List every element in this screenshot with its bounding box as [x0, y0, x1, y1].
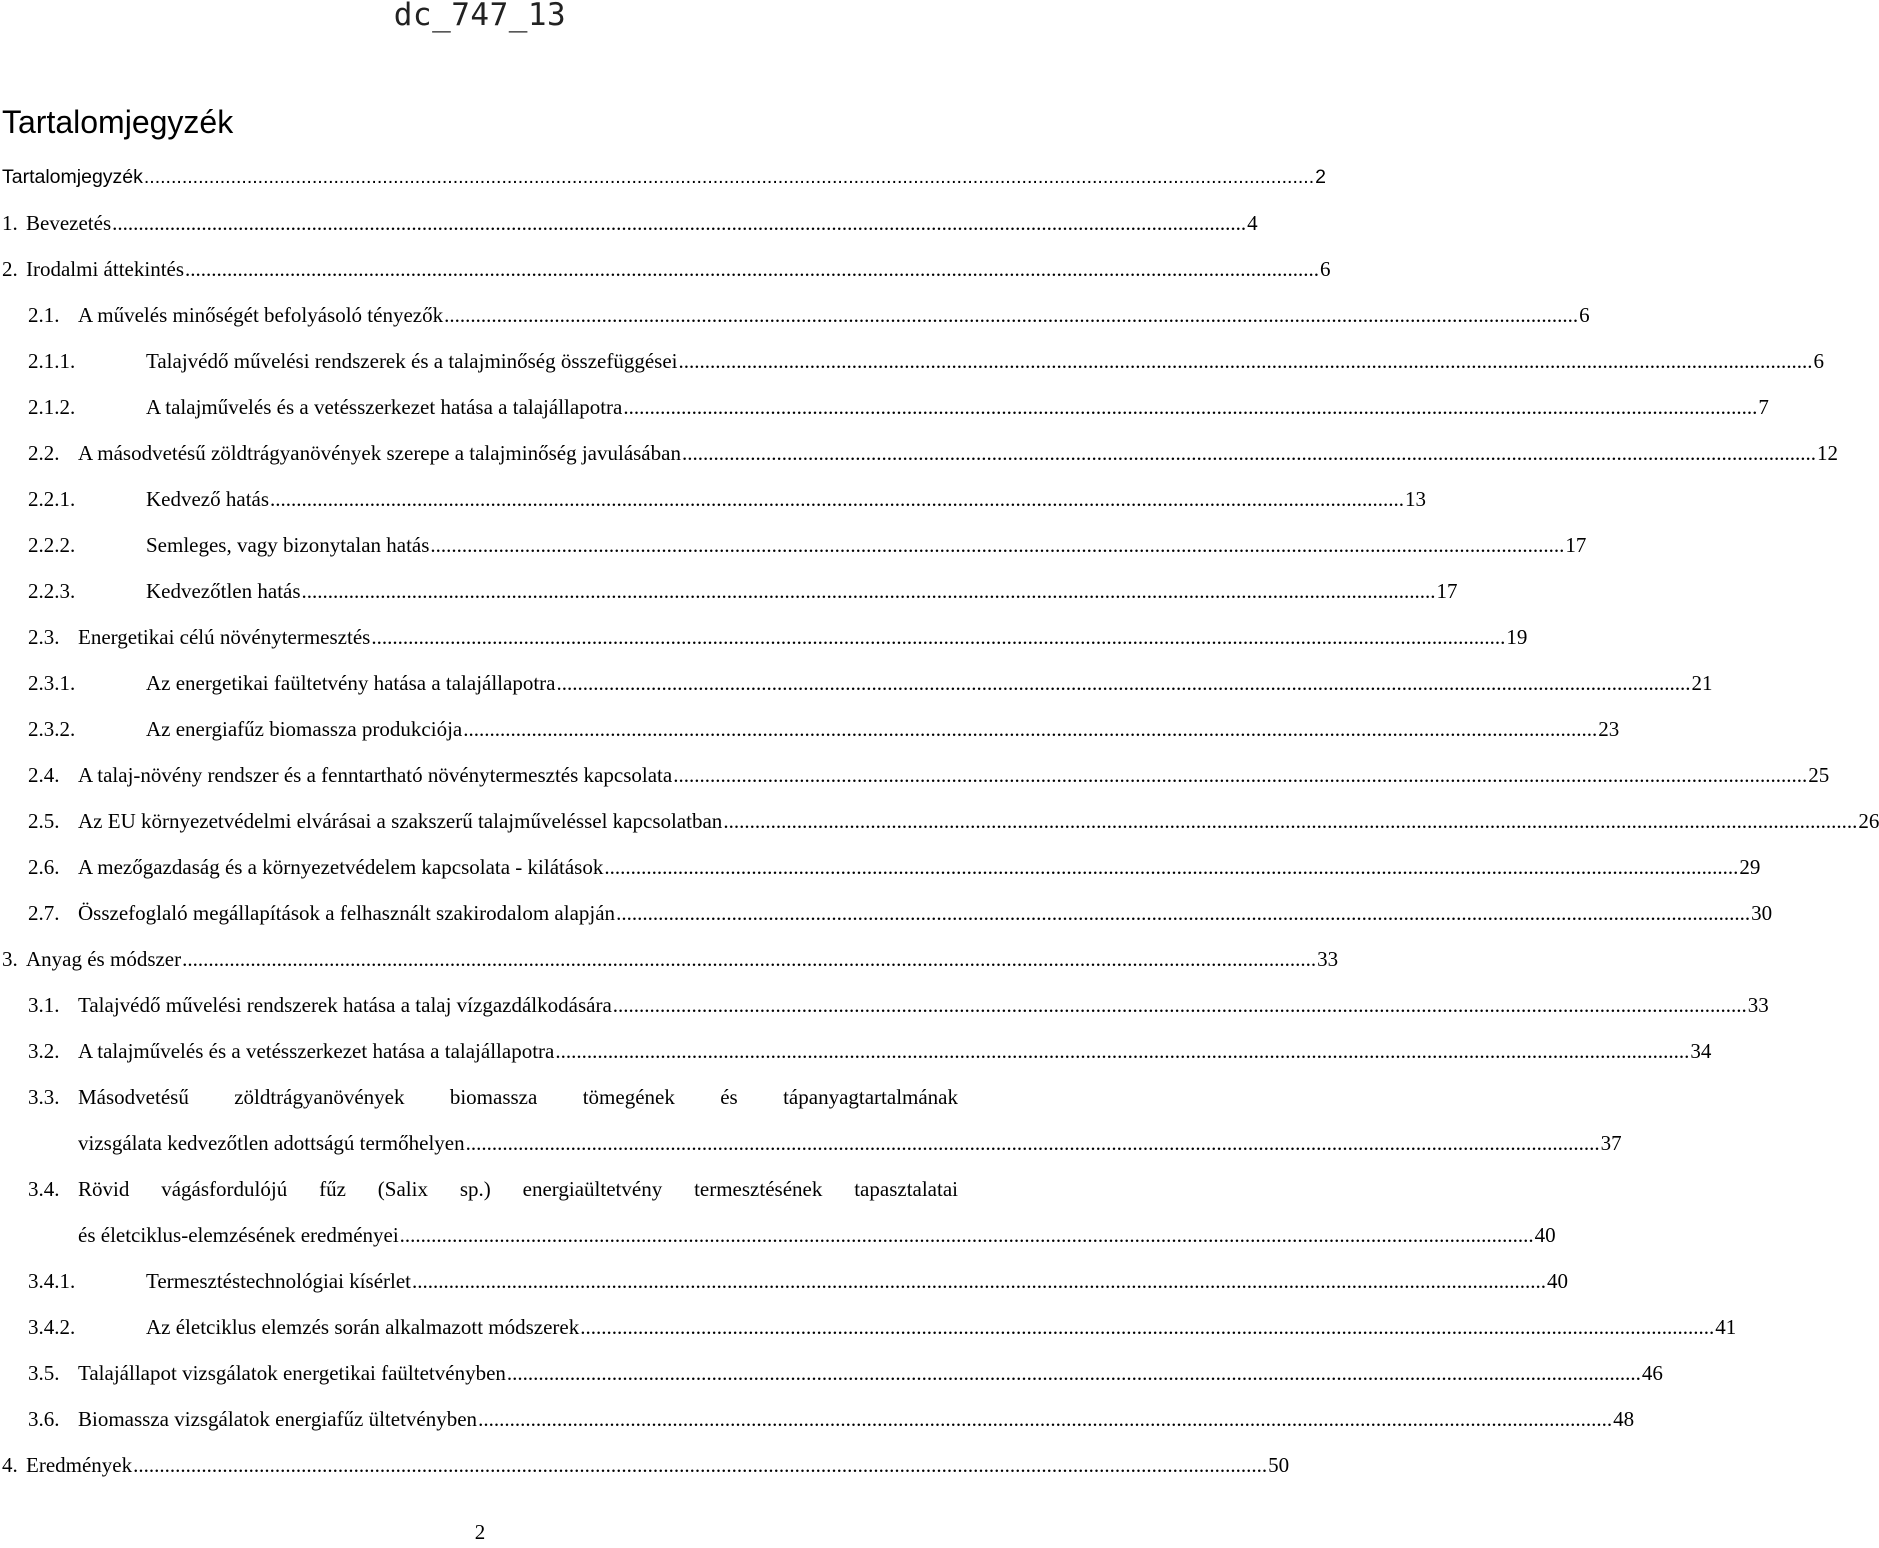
- toc-entry-title: Energetikai célú növénytermesztés: [78, 625, 371, 649]
- toc-entry[interactable]: [0, 706, 1620, 752]
- toc-entry-number: 3.4.1.: [28, 1269, 76, 1293]
- toc-entry[interactable]: [0, 338, 1825, 384]
- toc-leader-dots: [555, 1028, 1689, 1074]
- toc-entry-page: 34: [1690, 1039, 1712, 1063]
- toc-entry[interactable]: [0, 200, 1258, 246]
- toc-entry[interactable]: [0, 154, 1326, 200]
- toc-entry[interactable]: [0, 1028, 1712, 1074]
- toc-entry-page: 23: [1598, 717, 1620, 741]
- toc-leader-dots: [679, 338, 1813, 384]
- toc-leader-dots: [182, 936, 1316, 982]
- toc-entry-title: Kedvezőtlen hatás: [146, 579, 301, 603]
- toc-entry[interactable]: [0, 476, 1427, 522]
- toc-leader-dots: [682, 430, 1816, 476]
- toc-entry-number: 2.: [2, 257, 18, 281]
- toc-leader-dots: [557, 660, 1691, 706]
- toc-entry[interactable]: [0, 982, 1769, 1028]
- toc-entry[interactable]: [0, 1396, 1635, 1442]
- toc-entry[interactable]: [0, 292, 1590, 338]
- toc-entry-number: 3.: [2, 947, 18, 971]
- toc-entry-title: A mezőgazdaság és a környezetvédelem kapcsolata - kilátások: [78, 855, 604, 879]
- toc-leader-dots: [478, 1396, 1612, 1442]
- toc-entry-page: 4: [1247, 211, 1258, 235]
- toc-entry-page: 13: [1405, 487, 1427, 511]
- toc-entry-page: 33: [1747, 993, 1769, 1017]
- toc-entry-title: Az energiafűz biomassza produkciója: [146, 717, 463, 741]
- toc-entry-page: 19: [1506, 625, 1528, 649]
- toc-entry-number: 2.1.1.: [28, 349, 76, 373]
- toc-entry-title: A művelés minőségét befolyásoló tényezők: [78, 303, 444, 327]
- toc-entry-title: A talajművelés és a vetésszerkezet hatása a talajállapotra: [146, 395, 623, 419]
- toc-entry-page: 6: [1579, 303, 1590, 327]
- toc-entry-page: 26: [1858, 809, 1879, 833]
- toc-entry-number: 2.1.2.: [28, 395, 76, 419]
- toc-entry-number: 2.5.: [28, 809, 60, 833]
- toc-entry-number: 2.1.: [28, 303, 60, 327]
- toc-entry-title: A másodvetésű zöldtrágyanövények szerepe a talajminőség javulásában: [78, 441, 681, 465]
- toc-entry-number: 3.6.: [28, 1407, 60, 1431]
- toc-entry-number: 2.3.2.: [28, 717, 76, 741]
- toc-leader-dots: [463, 706, 1597, 752]
- toc-entry-title-cont: és életciklus-elemzésének eredményei: [78, 1223, 399, 1247]
- toc-entry-page: 17: [1436, 579, 1458, 603]
- toc-leader-dots: [673, 752, 1807, 798]
- toc-entry-title: Talajvédő művelési rendszerek és a talajminőség összefüggései: [146, 349, 678, 373]
- toc-entry-page: 41: [1715, 1315, 1737, 1339]
- toc-entry-title: Bevezetés: [26, 211, 112, 235]
- toc-entry-number: 1.: [2, 211, 18, 235]
- toc-entry-page: 30: [1751, 901, 1773, 925]
- document-id-header: dc_747_13: [393, 0, 567, 33]
- toc-leader-dots: [185, 246, 1319, 292]
- toc-entry[interactable]: [0, 936, 1339, 982]
- toc-leader-dots: [580, 1304, 1714, 1350]
- toc-leader-dots: [466, 1120, 1600, 1166]
- toc-leader-dots: [507, 1350, 1641, 1396]
- toc-entry-title: A talajművelés és a vetésszerkezet hatása a talajállapotra: [78, 1039, 555, 1063]
- toc-entry-number: 2.2.: [28, 441, 60, 465]
- toc-leader-dots: [400, 1212, 1534, 1258]
- toc-entry[interactable]: [0, 798, 1879, 844]
- toc-entry-number: 2.3.: [28, 625, 60, 649]
- toc-entry[interactable]: [0, 844, 1761, 890]
- toc-entry-page: 17: [1565, 533, 1587, 557]
- toc-entry-page: 50: [1268, 1453, 1290, 1477]
- toc-entry[interactable]: [0, 752, 1830, 798]
- toc-entry-number: 4.: [2, 1453, 18, 1477]
- toc-entry-number: 2.4.: [28, 763, 60, 787]
- toc-leader-dots: [144, 154, 1314, 200]
- toc-entry[interactable]: [0, 430, 1838, 476]
- toc-leader-dots: [412, 1258, 1546, 1304]
- toc-entry[interactable]: [0, 614, 1528, 660]
- toc-entry-title: Kedvező hatás: [146, 487, 270, 511]
- toc-entry-number: 3.2.: [28, 1039, 60, 1063]
- toc-entry-page: 40: [1534, 1223, 1556, 1247]
- toc-entry[interactable]: [0, 1442, 1290, 1488]
- toc-entry-page: 46: [1641, 1361, 1663, 1385]
- toc-entry-title: Talajvédő művelési rendszerek hatása a talaj vízgazdálkodására: [78, 993, 612, 1017]
- toc-entry[interactable]: [0, 522, 1587, 568]
- toc-leader-dots: [613, 982, 1747, 1028]
- toc-leader-dots: [723, 798, 1857, 844]
- page-title: Tartalomjegyzék: [2, 104, 234, 140]
- toc-entry-page: 2: [1315, 166, 1326, 188]
- toc-entry-title: Másodvetésű zöldtrágyanövények biomassza tömegének és tápanyagtartalmának: [78, 1085, 958, 1109]
- toc-entry-page: 48: [1613, 1407, 1635, 1431]
- toc-entry-title: Biomassza vizsgálatok energiafűz ültetvényben: [78, 1407, 478, 1431]
- toc-entry[interactable]: [0, 660, 1713, 706]
- toc-entry-title: Termesztéstechnológiai kísérlet: [146, 1269, 412, 1293]
- toc-entry-page: 6: [1320, 257, 1331, 281]
- toc-entry-page: 25: [1808, 763, 1830, 787]
- toc-entry-number: 2.7.: [28, 901, 60, 925]
- toc-leader-dots: [604, 844, 1738, 890]
- toc-entry-title: Az életciklus elemzés során alkalmazott módszerek: [146, 1315, 580, 1339]
- toc-entry-title: Összefoglaló megállapítások a felhasznált szakirodalom alapján: [78, 901, 616, 925]
- toc-entry-number: 2.2.1.: [28, 487, 76, 511]
- toc-entry[interactable]: [0, 1304, 1737, 1350]
- toc-entry[interactable]: [0, 1258, 1569, 1304]
- toc-entry-page: 33: [1317, 947, 1339, 971]
- table-of-contents: [0, 154, 1879, 1488]
- toc-entry-number: 2.6.: [28, 855, 60, 879]
- toc-entry[interactable]: [0, 568, 1458, 614]
- toc-entry-title: Eredmények: [26, 1453, 133, 1477]
- toc-entry-page: 29: [1739, 855, 1761, 879]
- page-number: 2: [474, 1520, 486, 1544]
- toc-leader-dots: [430, 522, 1564, 568]
- toc-leader-dots: [444, 292, 1578, 338]
- toc-entry-page: 6: [1813, 349, 1825, 373]
- toc-entry-page: 21: [1691, 671, 1713, 695]
- toc-entry-number: 3.4.: [28, 1177, 60, 1201]
- toc-entry[interactable]: [0, 384, 1769, 430]
- toc-entry-number: 3.5.: [28, 1361, 60, 1385]
- toc-leader-dots: [623, 384, 1757, 430]
- toc-entry-title: Tartalomjegyzék: [2, 166, 143, 188]
- toc-leader-dots: [371, 614, 1505, 660]
- toc-leader-dots: [616, 890, 1750, 936]
- toc-entry[interactable]: [0, 1350, 1663, 1396]
- toc-entry-page: 12: [1816, 441, 1838, 465]
- toc-entry-number: 3.4.2.: [28, 1315, 76, 1339]
- toc-entry-title: Anyag és módszer: [26, 947, 182, 971]
- toc-entry-number: 2.3.1.: [28, 671, 76, 695]
- toc-entry-number: 3.3.: [28, 1085, 60, 1109]
- toc-entry-page: 37: [1600, 1131, 1622, 1155]
- toc-entry[interactable]: [0, 890, 1773, 936]
- toc-entry-number: 3.1.: [28, 993, 60, 1017]
- toc-leader-dots: [133, 1442, 1267, 1488]
- toc-entry-title: Semleges, vagy bizonytalan hatás: [146, 533, 430, 557]
- toc-leader-dots: [112, 200, 1246, 246]
- toc-entry[interactable]: [0, 1166, 1556, 1258]
- toc-entry-number: 2.2.3.: [28, 579, 76, 603]
- toc-entry-title: Talajállapot vizsgálatok energetikai faültetvényben: [78, 1361, 506, 1385]
- toc-entry[interactable]: [0, 1074, 1622, 1166]
- toc-leader-dots: [270, 476, 1404, 522]
- toc-entry-title: Az EU környezetvédelmi elvárásai a szakszerű talajműveléssel kapcsolatban: [78, 809, 723, 833]
- toc-entry-title: A talaj-növény rendszer és a fenntartható növénytermesztés kapcsolata: [78, 763, 673, 787]
- toc-entry-title-cont: vizsgálata kedvezőtlen adottságú termőhelyen: [78, 1131, 465, 1155]
- toc-entry[interactable]: [0, 246, 1331, 292]
- toc-entry-page: 7: [1758, 395, 1769, 419]
- toc-entry-page: 40: [1547, 1269, 1569, 1293]
- toc-entry-title: Az energetikai faültetvény hatása a talajállapotra: [146, 671, 556, 695]
- toc-leader-dots: [302, 568, 1436, 614]
- toc-entry-title: Rövid vágásfordulójú fűz (Salix sp.) energiaültetvény termesztésének tapasztalatai: [78, 1177, 958, 1201]
- toc-entry-number: 2.2.2.: [28, 533, 76, 557]
- toc-entry-title: Irodalmi áttekintés: [26, 257, 185, 281]
